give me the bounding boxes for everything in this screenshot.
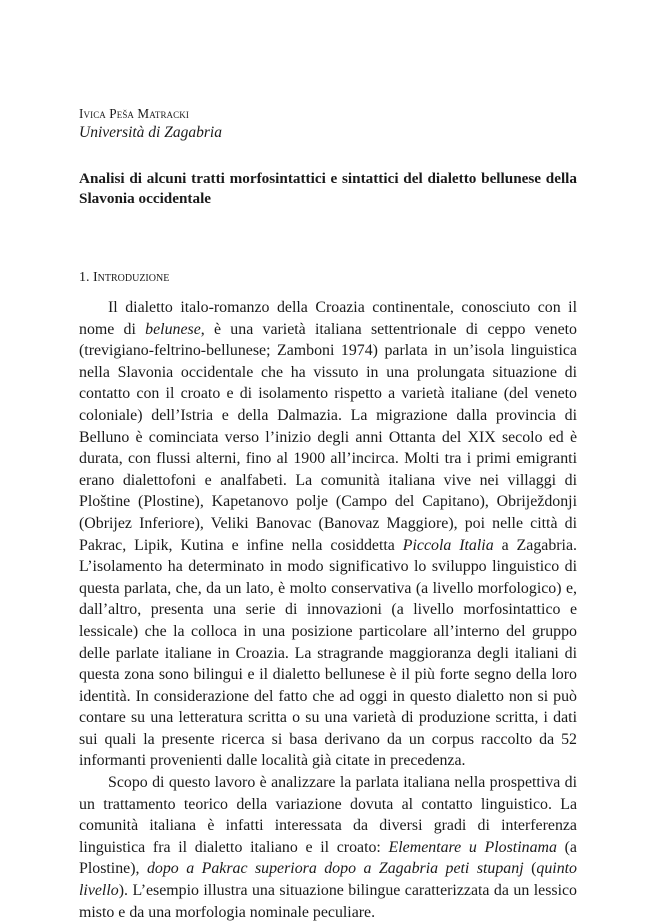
paragraph-text: (a Plostine),	[79, 838, 577, 878]
section-heading: 1. Introduzione	[79, 270, 170, 285]
article-title: Analisi di alcuni tratti morfosintattici e sintattici del dialetto bellunese della Slavonia occidentale	[79, 170, 577, 207]
paragraph-text: Scopo di questo lavoro è analizzare la parlata italiana nella prospettiva di un trattamento teorico della variazione dovuta al contatto linguistico. La comunità italiana è infatti interessata da diversi gradi di interferenza linguistica fra il dialetto italiano e il croato:	[79, 774, 577, 856]
author-name: Ivica Peša Matracki	[79, 106, 189, 121]
paragraph-text: , è una varietà italiana settentrionale di ceppo veneto (trevigiano-feltrino-bellunese; Zamboni 1974) parlata in un’isola linguistica nella Slavonia occidentale che ha vissuto in una prolungata situazione di contatto con il croato e di isolamento rispetto a varietà italiane (del veneto coloniale) dell’Istria e della Dalmazia. La migrazione dalla provincia di Belluno è cominciata verso l’inizio degli anni Ottanta del XIX secolo ed è durata, con flussi alterni, fino al 1900 all’incirca. Molti tra i primi emigranti erano dialettofoni e analfabeti. La comunità italiana vive nei villaggi di Ploštine (Plostine), Kapetanovo polje (Campo del Capitano), Obriježdonji (Obrijez Inferiore), Veliki Banovac (Banovaz Maggiore), poi nelle città di Pakrac, Lipik, Kutina e infine nella cosiddetta	[79, 320, 577, 554]
italic-example: Elementare u Plostinama	[388, 838, 557, 856]
italic-term: Piccola Italia	[402, 536, 494, 554]
body-paragraph-2	[79, 772, 577, 923]
author-affiliation: Università di Zagabria	[79, 124, 222, 141]
body-paragraph-1	[79, 297, 577, 772]
paragraph-text: (	[523, 860, 537, 878]
paragraph-text: ). L’esempio illustra una situazione bilingue caratterizzata da un lessico misto e da una morfologia nominale peculiare.	[79, 882, 577, 921]
italic-example: quinto livello	[79, 860, 578, 900]
paragraph-text: a Zagabria. L’isolamento ha determinato in modo significativo lo sviluppo linguistico di questa parlata, che, da un lato, è molto conservativa (a livello morfologico) e, dall’altro, presenta una serie di innovazioni (a livello morfosintattico e lessicale) che la colloca in una posizione particolare all’interno del gruppo delle parlate italiane in Croazia. La stragrande maggioranza degli italiani di questa zona sono bilingui e il dialetto bellunese è il più forte segno della loro identità. In considerazione del fatto che ad oggi in questo dialetto non si può contare su una letteratura scritta o su una varietà di produzione scritta, i dati sui quali la presente ricerca si basa derivano da un corpus raccolto da 52 informanti provenienti dalle località già citate in precedenza.	[79, 536, 577, 770]
italic-term: belunese	[145, 320, 201, 338]
page-content	[79, 104, 577, 923]
paragraph-text: Il dialetto italo-romanzo della Croazia continentale, conosciuto con il nome di	[79, 299, 577, 338]
italic-example: dopo a Pakrac superiora dopo a Zagabria peti stupanj	[146, 860, 524, 878]
